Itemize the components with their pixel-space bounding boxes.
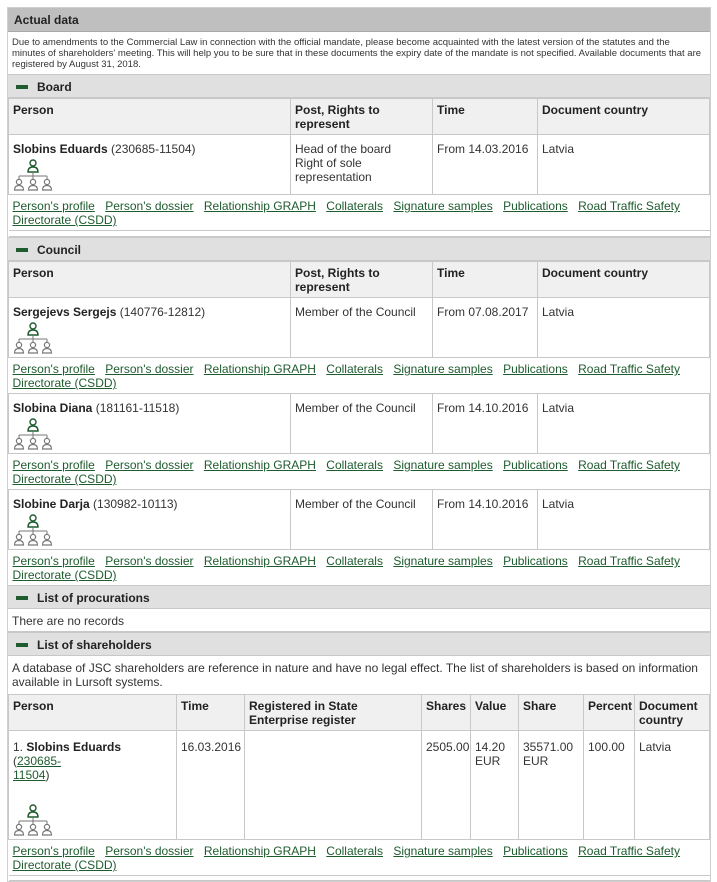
post-cell: Member of the Council [291, 490, 433, 550]
person-name: Slobins Eduards [13, 142, 108, 156]
person-name: Slobina Diana [13, 401, 93, 415]
col-post: Post, Rights to represent [291, 262, 433, 298]
table-header-row [9, 695, 710, 731]
relationship-graph-link[interactable]: Relationship GRAPH [203, 458, 316, 472]
panel-title: Actual data [8, 8, 710, 32]
time-cell: From 14.10.2016 [433, 490, 538, 550]
person-code: (230685-11504) [111, 142, 196, 156]
section-header-shareholders[interactable] [8, 632, 710, 656]
dossier-link[interactable]: Person's dossier [105, 554, 194, 568]
time-cell: From 14.10.2016 [433, 394, 538, 454]
registered-cell [245, 731, 422, 840]
csdd-link[interactable]: Road Traffic Safety Directorate (CSDD) [12, 554, 680, 582]
col-time: Time [433, 99, 538, 135]
collaterals-link[interactable]: Collaterals [326, 554, 383, 568]
time-cell: From 07.08.2017 [433, 298, 538, 358]
col-registered: Registered in State Enterprise register [245, 695, 422, 731]
signature-samples-link[interactable]: Signature samples [393, 554, 493, 568]
csdd-link[interactable]: Road Traffic Safety Directorate (CSDD) [12, 199, 680, 227]
person-cell [9, 394, 291, 454]
col-person: Person [9, 695, 177, 731]
col-country: Document country [538, 99, 710, 135]
col-shares: Shares [422, 695, 471, 731]
col-country: Document country [635, 695, 710, 731]
person-links [9, 454, 710, 490]
table-row [9, 298, 710, 358]
collapse-icon[interactable] [16, 85, 28, 89]
col-time: Time [433, 262, 538, 298]
collaterals-link[interactable]: Collaterals [326, 458, 383, 472]
post-rights: Right of sole representation [295, 156, 372, 184]
collaterals-link[interactable]: Collaterals [326, 362, 383, 376]
board-table [8, 98, 710, 237]
col-time: Time [177, 695, 245, 731]
publications-link[interactable]: Publications [503, 554, 568, 568]
profile-link[interactable]: Person's profile [12, 199, 95, 213]
person-cell [9, 490, 291, 550]
signature-samples-link[interactable]: Signature samples [393, 844, 493, 858]
profile-link[interactable]: Person's profile [12, 458, 95, 472]
post-cell [291, 135, 433, 195]
table-header-row [9, 262, 710, 298]
col-country: Document country [538, 262, 710, 298]
csdd-link[interactable]: Road Traffic Safety Directorate (CSDD) [12, 458, 680, 486]
publications-link[interactable]: Publications [503, 199, 568, 213]
country-cell: Latvia [538, 394, 710, 454]
person-links [9, 358, 710, 394]
section-header-procurations[interactable] [8, 585, 710, 609]
section-title: Board [37, 80, 72, 94]
person-name: Sergejevs Sergejs [13, 305, 117, 319]
person-code: (140776-12812) [119, 305, 206, 319]
person-code: (130982-10113) [93, 497, 178, 511]
relationship-graph-icon[interactable] [13, 514, 53, 546]
post-cell: Member of the Council [291, 298, 433, 358]
table-row [9, 731, 710, 840]
relationship-graph-icon[interactable] [13, 322, 53, 354]
section-title: List of procurations [37, 591, 150, 605]
section-title: Council [37, 243, 81, 257]
value-currency: EUR [475, 754, 501, 768]
country-cell: Latvia [635, 731, 710, 840]
country-cell: Latvia [538, 298, 710, 358]
links-row [9, 550, 710, 586]
person-cell [9, 298, 291, 358]
col-percent: Percent [584, 695, 635, 731]
publications-link[interactable]: Publications [503, 362, 568, 376]
person-name: Slobins Eduards [26, 740, 122, 754]
table-header-row [9, 99, 710, 135]
signature-samples-link[interactable]: Signature samples [393, 362, 493, 376]
time-cell: From 14.03.2016 [433, 135, 538, 195]
mandate-notice: Due to amendments to the Commercial Law in connection with the official mandate, please become acquainted with the latest version of the statutes and the minutes of shareholders' meeting. This will help you to be sure that in these documents the expiry date of the mandate is not specified. Available documents that are registered by August 31, 2018. [12, 37, 702, 70]
person-cell: 1. Slobins Eduards (230685- 11504) [9, 731, 177, 840]
links-row [9, 840, 710, 876]
col-person: Person [9, 99, 291, 135]
col-post: Post, Rights to represent [291, 99, 433, 135]
profile-link[interactable]: Person's profile [12, 554, 95, 568]
profile-link[interactable]: Person's profile [12, 362, 95, 376]
csdd-link[interactable]: Road Traffic Safety Directorate (CSDD) [12, 362, 680, 390]
csdd-link[interactable]: Road Traffic Safety Directorate (CSDD) [12, 844, 680, 872]
section-title: List of shareholders [37, 638, 152, 652]
dossier-link[interactable]: Person's dossier [105, 362, 194, 376]
links-row [9, 454, 710, 490]
person-name: Slobine Darja [13, 497, 90, 511]
post-cell: Member of the Council [291, 394, 433, 454]
dossier-link[interactable]: Person's dossier [105, 199, 194, 213]
value-amount: 14.20 [475, 740, 506, 754]
shares-cell: 2505.00 [422, 731, 471, 840]
signature-samples-link[interactable]: Signature samples [393, 199, 493, 213]
table-row [9, 394, 710, 454]
share-cell [519, 731, 584, 840]
collaterals-link[interactable]: Collaterals [326, 199, 383, 213]
dossier-link[interactable]: Person's dossier [105, 458, 194, 472]
relationship-graph-link[interactable]: Relationship GRAPH [203, 554, 316, 568]
shareholders-disclaimer: A database of JSC shareholders are reference in nature and have no legal effect. The list of shareholders is based on information available in Lursoft systems. [12, 661, 698, 689]
time-cell: 16.03.2016 [177, 731, 245, 840]
dossier-link[interactable]: Person's dossier [105, 844, 194, 858]
profile-link[interactable]: Person's profile [12, 844, 95, 858]
person-links [9, 195, 710, 231]
relationship-graph-icon[interactable] [13, 804, 53, 836]
relationship-graph-link[interactable]: Relationship GRAPH [203, 362, 316, 376]
person-code-link[interactable]: 11504 [13, 768, 46, 782]
col-value: Value [471, 695, 519, 731]
country-cell: Latvia [538, 135, 710, 195]
value-cell [471, 731, 519, 840]
collapse-icon[interactable] [16, 248, 28, 252]
person-cell [9, 135, 291, 195]
publications-link[interactable]: Publications [503, 458, 568, 472]
share-amount: 35571.00 [523, 740, 574, 754]
actual-data-panel [7, 7, 711, 882]
relationship-graph-icon[interactable] [13, 418, 53, 450]
col-share: Share [519, 695, 584, 731]
collapse-icon[interactable] [16, 596, 28, 600]
person-links [9, 840, 710, 876]
table-row [9, 490, 710, 550]
shareholders-table [8, 694, 710, 881]
collapse-icon[interactable] [16, 643, 28, 647]
percent-cell: 100.00 [584, 731, 635, 840]
table-row [9, 135, 710, 195]
publications-link[interactable]: Publications [503, 844, 568, 858]
person-links [9, 550, 710, 586]
post-title: Head of the board [295, 142, 392, 156]
relationship-graph-icon[interactable] [13, 159, 53, 191]
person-code-link[interactable]: 230685- [17, 754, 62, 768]
council-table [8, 261, 710, 585]
relationship-graph-link[interactable]: Relationship GRAPH [203, 844, 316, 858]
section-header-council[interactable] [8, 237, 710, 261]
relationship-graph-link[interactable]: Relationship GRAPH [203, 199, 316, 213]
col-person: Person [9, 262, 291, 298]
links-row [9, 195, 710, 231]
section-header-board[interactable] [8, 74, 710, 98]
share-currency: EUR [523, 754, 549, 768]
no-records-text: There are no records [8, 609, 710, 632]
person-code: (181161-11518) [95, 401, 180, 415]
links-row [9, 358, 710, 394]
country-cell: Latvia [538, 490, 710, 550]
row-number: 1. [13, 740, 24, 754]
collaterals-link[interactable]: Collaterals [326, 844, 383, 858]
signature-samples-link[interactable]: Signature samples [393, 458, 493, 472]
